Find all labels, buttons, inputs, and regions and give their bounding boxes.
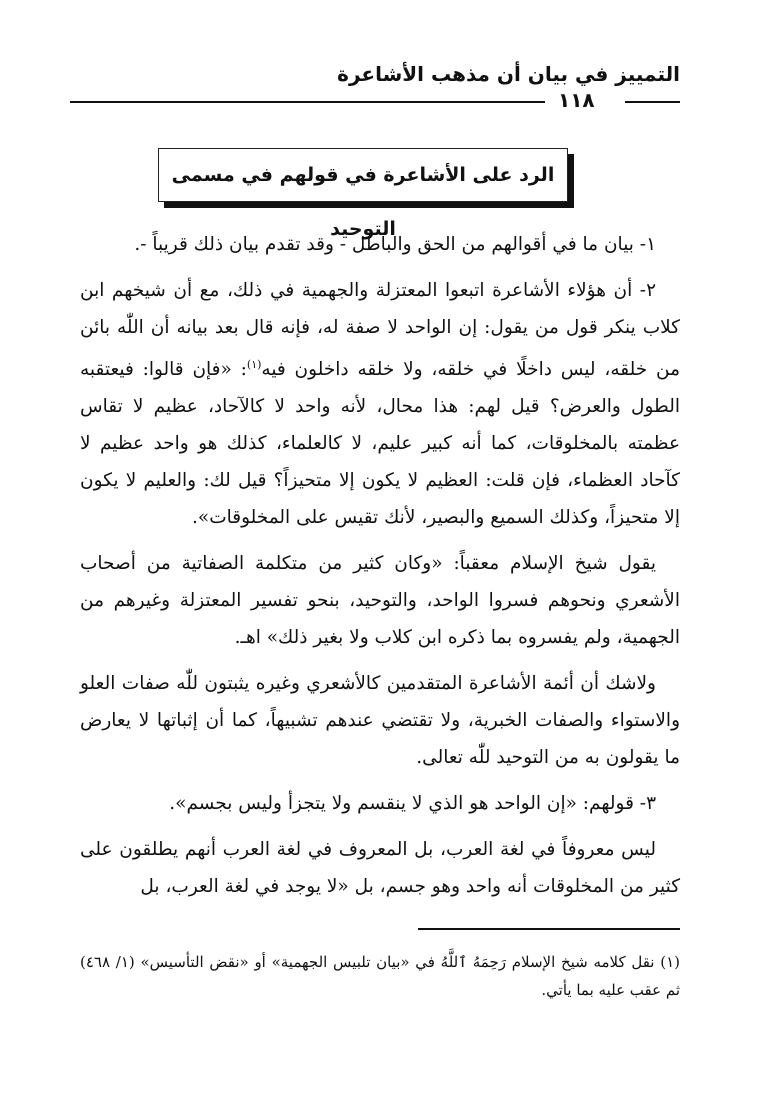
paragraph-2-quote: : «فإن قالوا: فيعتقبه الطول والعرض؟ قيل لهم: هذا محال، لأنه واحد لا كالآحاد، عظيم لا تقاس عظمته بالمخلوقات، كما أنه كبير عليم، لا كالعلماء، كذلك هو واحد عظيم لا كآحاد العظماء، فإن قلت: العظيم لا يكون إلا متحيزاً؟ قيل لك: والعليم لا يكون إلا متحيزاً، وكذلك السميع والبصير، لأنك تقيس على المخلوقات». xyxy=(80,359,680,529)
footnote: (١) نقل كلامه شيخ الإسلام رَحِمَهُ ٱللَّهُ في «بيان تلبيس الجهمية» أو «نقض التأسيس» (١/ ٤٦٨) ثم عقب عليه بما يأتي. xyxy=(80,953,680,999)
paragraph-5: ٣- قولهم: «إن الواحد هو الذي لا ينقسم ولا يتجزأ وليس بجسم». xyxy=(169,793,656,815)
footnote-separator xyxy=(418,928,680,930)
header-rule-long xyxy=(70,101,545,103)
paragraph-4: ولاشك أن أئمة الأشاعرة المتقدمين كالأشعري وغيره يثبتون للّٰه صفات العلو والاستواء والصفات الخبرية، ولا تقتضي عندهم تشبيهاً، كما أن إثباتها لا يعارض ما يقولون به من التوحيد للّٰه تعالى. xyxy=(80,673,680,769)
section-box-shadow-right xyxy=(568,154,574,208)
paragraph-3: يقول شيخ الإسلام معقباً: «وكان كثير من متكلمة الصفاتية من أصحاب الأشعري ونحوهم فسروا الواحد، والتوحيد، بنحو تفسير المعتزلة وغيرهم من الجهمية، ولم يفسروه بما ذكره ابن كلاب ولا بغير ذلك» اهـ. xyxy=(80,553,680,649)
header-rule-short xyxy=(625,101,680,103)
footnote-marker[interactable]: (١) xyxy=(246,358,262,371)
body-text xyxy=(80,226,680,914)
section-title: الرد على الأشاعرة في قولهم في مسمى التوحيد xyxy=(171,164,555,240)
section-title-box xyxy=(158,148,574,240)
page-number: ١١٨ xyxy=(558,88,595,112)
paragraph-6: ليس معروفاً في لغة العرب، بل المعروف في لغة العرب أنهم يطلقون على كثير من المخلوقات أنه واحد وهو جسم، بل «لا يوجد في لغة العرب، بل xyxy=(80,839,680,898)
paragraph-2-intro: ٢- أن هؤلاء الأشاعرة اتبعوا المعتزلة والجهمية في ذلك، مع أن شيخهم ابن كلاب ينكر قول من يقول: إن الواحد لا صفة له، فإنه قال بعد بيانه أن اللّٰه بائن من خلقه، ليس داخلًا في خلقه، ولا خلقه داخلون فيه xyxy=(80,280,680,381)
running-header-title: التمييز في بيان أن مذهب الأشاعرة xyxy=(337,62,680,86)
paragraph-1: ١- بيان ما في أقوالهم من الحق والباطل - وقد تقدم بيان ذلك قريباً -. xyxy=(134,234,656,255)
paragraph-2 xyxy=(80,272,680,536)
page-number-row xyxy=(70,90,680,114)
